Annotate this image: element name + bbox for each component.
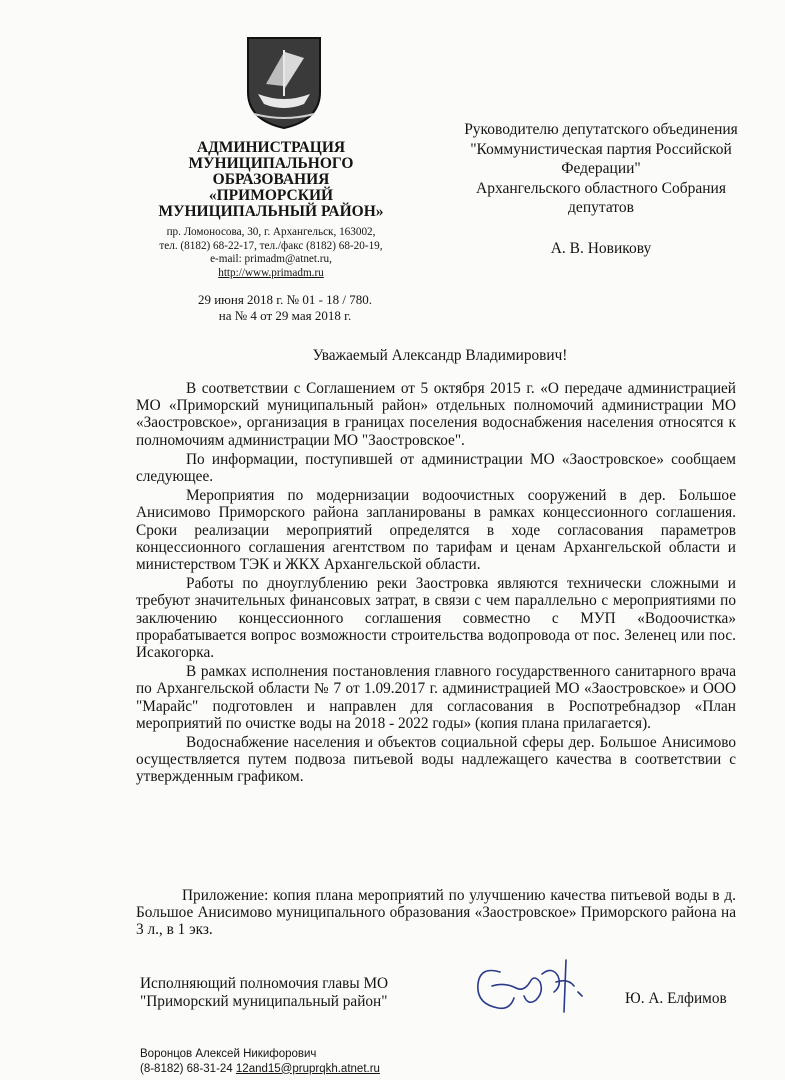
body-paragraph: Водоснабжение населения и объектов социальной сферы дер. Большое Анисимово осуществляется путем подвоза питьевой воды надлежащего качества в соответствии с утвержденным графиком. xyxy=(136,734,736,786)
body-paragraph: Работы по дноуглублению реки Заостровка являются технически сложными и требуют значительных финансовых затрат, в связи с чем параллельно с мероприятиями по заключению концессионного соглашения совместно с МУП «Водоочистка» прорабатывается вопрос возможности строительства водопровода от пос. Зеленец или пос. Исакогорка. xyxy=(136,575,736,662)
org-line: МУНИЦИПАЛЬНОГО ОБРАЗОВАНИЯ xyxy=(188,155,354,188)
signer-name: Ю. А. Елфимов xyxy=(625,990,727,1007)
addressee-line: Федерации" xyxy=(561,160,641,177)
signer-position xyxy=(140,975,440,1010)
org-website-link[interactable]: http://www.primadm.ru xyxy=(218,266,324,279)
outgoing-reference xyxy=(150,292,420,324)
org-address: пр. Ломоносова, 30, г. Архангельск, 163002, xyxy=(166,226,376,238)
body-paragraph: В соответствии с Соглашением от 5 октября 2015 г. «О передаче администрацией МО «Приморский муниципальный район» отдельных полномочий администрации МО «Заостровское», организация в границах поселения водоснабжения населения относятся к полномочиям администрации МО "Заостровское". xyxy=(136,380,736,449)
organization-name xyxy=(136,140,406,220)
reply-reference: на № 4 от 29 мая 2018 г. xyxy=(218,308,352,323)
executor-phone: (8-8182) 68-31-24 xyxy=(140,1062,233,1075)
body-paragraph: В рамках исполнения постановления главного государственного санитарного врача по Архангельской области № 7 от 1.09.2017 г. администрацией МО «Заостровское» и ООО "Марайс" подготовлен и направлен для согласования в Роспотребнадзор «План мероприятий по очистке воды на 2018 - 2022 годы» (копия плана прилагается). xyxy=(136,663,736,732)
greeting: Уважаемый Александр Владимирович! xyxy=(312,347,568,364)
executor-name: Воронцов Алексей Никифорович xyxy=(140,1048,317,1060)
addressee-line: "Коммунистическая партия Российской xyxy=(470,140,732,158)
signer-position-line: Исполняющий полномочия главы МО xyxy=(140,975,389,992)
body-paragraph: По информации, поступившей от администрации МО «Заостровское» сообщаем следующее. xyxy=(136,450,736,486)
org-email: e-mail: primadm@atnet.ru, xyxy=(210,253,332,265)
body-paragraph: Мероприятия по модернизации водоочистных сооружений в дер. Большое Анисимово Приморского района запланированы в рамках концессионного соглашения. Сроки реализации мероприятий определятся в ходе согласования параметров концессионного соглашения агентством по тарифам и ценам Архангельской области и министерством ТЭК и ЖКХ Архангельской области. xyxy=(136,487,736,574)
addressee-line: депутатов xyxy=(568,199,634,216)
org-line: «ПРИМОРСКИЙ xyxy=(208,187,334,204)
executor-info xyxy=(140,1047,470,1076)
addressee-line: Руководителю депутатского объединения xyxy=(464,121,738,138)
attachment-note xyxy=(136,887,736,939)
org-line: МУНИЦИПАЛЬНЫЙ РАЙОН» xyxy=(158,203,384,220)
handwritten-signature xyxy=(470,952,590,1024)
org-line: АДМИНИСТРАЦИЯ xyxy=(196,139,346,156)
addressee-name: А. В. Новикову xyxy=(550,240,652,257)
executor-contacts xyxy=(140,1062,470,1077)
executor-email-link[interactable]: 12and15@pruprqkh.atnet.ru xyxy=(235,1062,380,1075)
coat-of-arms-emblem xyxy=(244,34,324,130)
signer-position-line: "Приморский муниципальный район" xyxy=(140,992,388,1010)
attachment-text: Приложение: копия плана мероприятий по улучшению качества питьевой воды в д. Большое Анисимово муниципального образования «Заостровское» Приморского района на 3 л., в 1 экз. xyxy=(136,887,736,939)
addressee-line: Архангельского областного Собрания xyxy=(476,179,726,197)
outgoing-number: 29 июня 2018 г. № 01 - 18 / 780. xyxy=(197,292,373,307)
org-contacts xyxy=(136,226,406,280)
org-phones: тел. (8182) 68-22-17, тел./факс (8182) 68-20-19, xyxy=(159,239,383,252)
addressee-block xyxy=(440,120,762,218)
letter-body xyxy=(136,380,736,788)
